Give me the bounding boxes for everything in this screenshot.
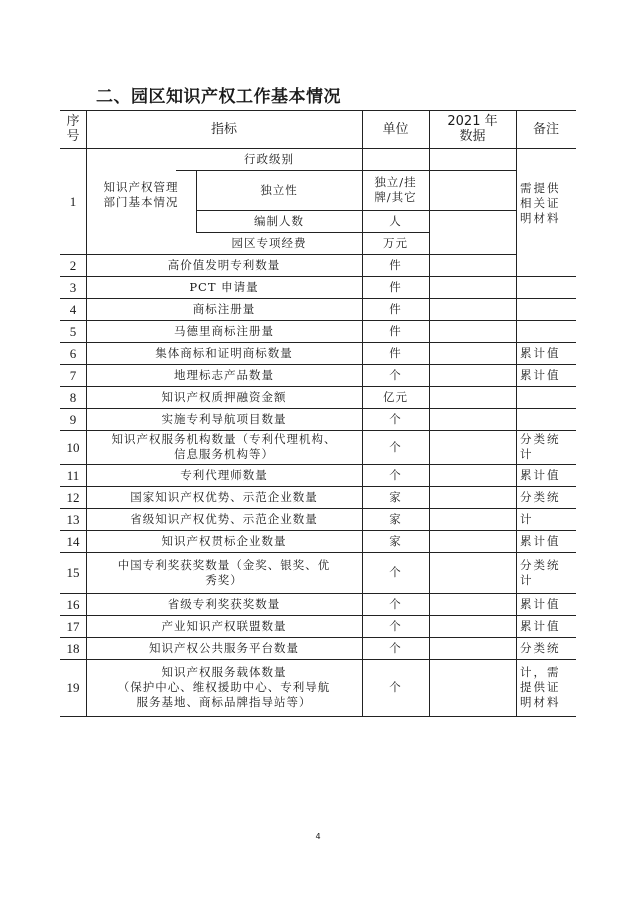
row-seq: 6 bbox=[69, 345, 77, 361]
row-seq: 19 bbox=[66, 680, 80, 695]
table-rule bbox=[60, 716, 576, 717]
table-rule bbox=[516, 110, 517, 716]
table-rule bbox=[60, 342, 576, 343]
table-rule bbox=[60, 486, 576, 487]
table-rule bbox=[60, 148, 576, 149]
row-remark: 累计值 bbox=[520, 533, 561, 548]
row-seq: 18 bbox=[66, 640, 80, 656]
table-rule bbox=[60, 659, 576, 660]
row-unit: 家 bbox=[389, 533, 402, 548]
row-remark bbox=[516, 408, 576, 430]
row-sub-label: 独立性 bbox=[260, 182, 298, 197]
row-unit: 家 bbox=[389, 489, 402, 504]
row-remark: 需提供 相关证 明材料 bbox=[520, 180, 561, 225]
row-seq: 11 bbox=[66, 467, 80, 483]
row-remark bbox=[516, 320, 576, 342]
row-remark bbox=[516, 386, 576, 408]
row-sub-label: 园区专项经费 bbox=[231, 235, 307, 250]
table-rule bbox=[60, 464, 576, 465]
header-remark: 备注 bbox=[532, 121, 559, 137]
table-rule bbox=[429, 110, 430, 716]
row-label: 知识产权服务载体数量 （保护中心、维权援助中心、专利导航 服务基地、商标品牌指导站等） bbox=[117, 665, 331, 709]
row-remark: 计 bbox=[520, 511, 534, 526]
row-label: 专利代理师数量 bbox=[180, 467, 268, 482]
table-rule bbox=[60, 615, 576, 616]
table-rule bbox=[60, 593, 576, 594]
row-label: 中国专利奖获奖数量（金奖、银奖、优 秀奖） bbox=[117, 557, 331, 587]
header-indicator: 指标 bbox=[210, 121, 237, 137]
row-remark: 累计值 bbox=[520, 367, 561, 382]
row-seq: 5 bbox=[69, 323, 77, 339]
row-remark: 累计值 bbox=[520, 596, 561, 611]
row-remark bbox=[516, 298, 576, 320]
row-seq: 15 bbox=[66, 565, 80, 580]
row-label: 产业知识产权联盟数量 bbox=[161, 618, 287, 633]
row-label: 商标注册量 bbox=[192, 301, 256, 316]
row-label: 知识产权贯标企业数量 bbox=[161, 533, 287, 548]
table-rule bbox=[362, 110, 363, 716]
table-rule bbox=[196, 210, 516, 211]
header-data-2021: 2021 年 数据 bbox=[447, 114, 498, 144]
section-title: 二、园区知识产权工作基本情况 bbox=[96, 87, 341, 107]
row-unit: 个 bbox=[389, 618, 402, 633]
row-seq: 7 bbox=[69, 367, 77, 383]
row-label: 省级知识产权优势、示范企业数量 bbox=[130, 511, 318, 526]
row-seq: 1 bbox=[69, 193, 77, 209]
table-rule bbox=[60, 320, 576, 321]
row-unit: 件 bbox=[389, 345, 402, 360]
page-number: 4 bbox=[315, 832, 321, 841]
row-label: 知识产权质押融资金额 bbox=[161, 389, 287, 404]
row-remark: 分类统 计 bbox=[520, 557, 561, 587]
table-rule bbox=[86, 110, 87, 716]
row-unit: 亿元 bbox=[383, 389, 408, 404]
row-seq: 8 bbox=[69, 389, 77, 405]
row-unit bbox=[362, 148, 429, 170]
row-unit: 个 bbox=[389, 467, 402, 482]
row-seq: 10 bbox=[66, 439, 80, 455]
table-rule bbox=[60, 530, 576, 531]
row-unit: 件 bbox=[389, 257, 402, 272]
row-label: 实施专利导航项目数量 bbox=[161, 411, 287, 426]
row-sub-label: 编制人数 bbox=[254, 213, 304, 228]
table-rule bbox=[60, 430, 576, 431]
row-unit: 件 bbox=[389, 323, 402, 338]
table-rule bbox=[196, 170, 197, 232]
table-rule bbox=[176, 170, 516, 171]
table-rule bbox=[60, 364, 576, 365]
row-unit: 个 bbox=[389, 680, 402, 694]
row-label: PCT 申请量 bbox=[189, 279, 259, 294]
row-label: 高价值发明专利数量 bbox=[167, 257, 281, 272]
row-group-label: 知识产权管理 部门基本情况 bbox=[103, 180, 179, 209]
row-remark: 计，需 提供证 明材料 bbox=[520, 665, 561, 709]
table-rule bbox=[60, 276, 576, 277]
row-unit: 个 bbox=[389, 596, 402, 611]
row-seq: 2 bbox=[69, 257, 77, 273]
header-seq: 序 号 bbox=[66, 114, 80, 144]
row-seq: 12 bbox=[66, 489, 80, 505]
row-remark: 分类统 bbox=[520, 640, 561, 655]
table-rule bbox=[60, 254, 516, 255]
row-unit: 家 bbox=[389, 511, 402, 526]
row-remark: 累计值 bbox=[520, 467, 561, 482]
row-unit: 个 bbox=[389, 565, 402, 579]
row-label: 知识产权服务机构数量（专利代理机构、 信息服务机构等） bbox=[111, 432, 337, 461]
row-seq: 9 bbox=[69, 411, 77, 427]
table-rule bbox=[60, 552, 576, 553]
row-label: 地理标志产品数量 bbox=[174, 367, 274, 382]
row-unit: 万元 bbox=[383, 235, 408, 250]
row-seq: 3 bbox=[69, 279, 77, 295]
row-label: 国家知识产权优势、示范企业数量 bbox=[130, 489, 318, 504]
row-remark: 累计值 bbox=[520, 618, 561, 633]
row-unit: 独立/挂 牌/其它 bbox=[374, 175, 417, 204]
row-unit: 个 bbox=[389, 411, 402, 426]
row-unit: 件 bbox=[389, 301, 402, 316]
row-label: 省级专利奖获奖数量 bbox=[167, 596, 281, 611]
row-unit: 件 bbox=[389, 279, 402, 294]
table-rule bbox=[196, 232, 429, 233]
table-rule bbox=[60, 386, 576, 387]
row-unit: 个 bbox=[389, 640, 402, 655]
row-label: 集体商标和证明商标数量 bbox=[155, 345, 293, 360]
row-remark: 分类统 bbox=[520, 489, 561, 504]
table-rule bbox=[60, 637, 576, 638]
row-seq: 13 bbox=[66, 511, 80, 527]
row-unit: 个 bbox=[389, 439, 402, 454]
row-seq: 14 bbox=[66, 533, 80, 549]
table-rule bbox=[60, 110, 576, 111]
header-unit: 单位 bbox=[382, 121, 409, 137]
table-rule bbox=[60, 298, 576, 299]
row-unit: 个 bbox=[389, 367, 402, 382]
row-label: 知识产权公共服务平台数量 bbox=[149, 640, 299, 655]
row-remark: 分类统 计 bbox=[520, 432, 561, 461]
row-unit: 人 bbox=[389, 213, 402, 228]
row-seq: 16 bbox=[66, 596, 80, 612]
row-remark bbox=[516, 254, 576, 276]
row-sub-label: 行政级别 bbox=[244, 151, 294, 166]
row-remark bbox=[516, 276, 576, 298]
table-rule bbox=[60, 508, 576, 509]
row-label: 马德里商标注册量 bbox=[174, 323, 274, 338]
row-seq: 4 bbox=[69, 301, 77, 317]
row-remark: 累计值 bbox=[520, 345, 561, 360]
row-seq: 17 bbox=[66, 618, 80, 634]
table-rule bbox=[60, 408, 576, 409]
